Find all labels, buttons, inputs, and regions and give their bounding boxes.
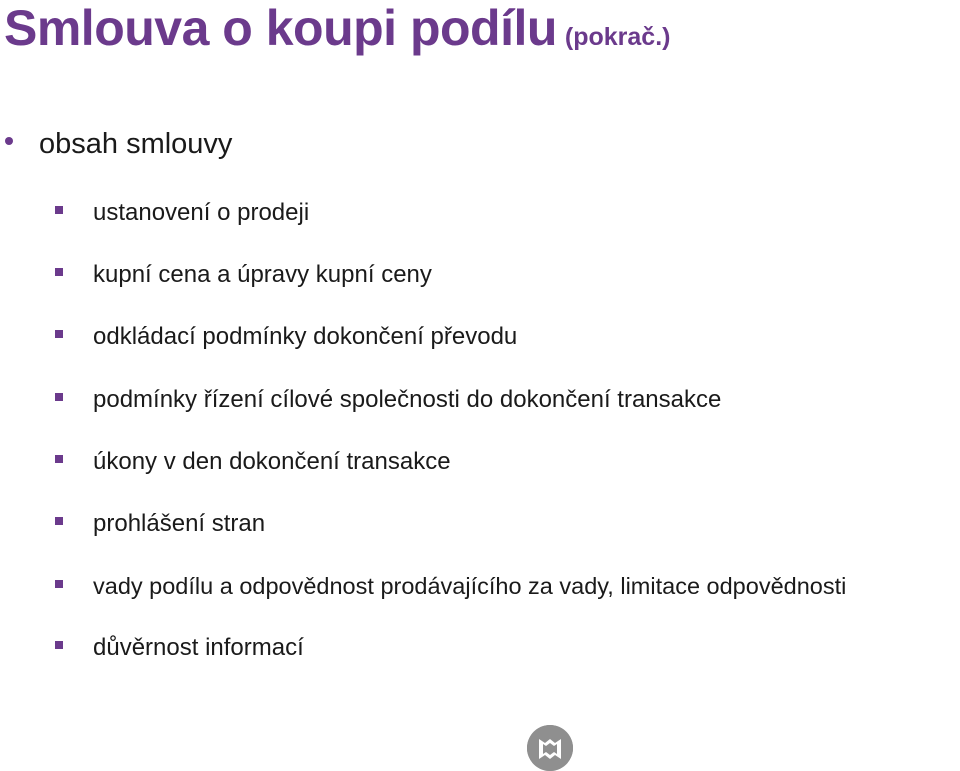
list-item-label: podmínky řízení cílové společnosti do dokončení transakce bbox=[93, 386, 722, 413]
list-item bbox=[55, 634, 304, 662]
bullet-level1-label: obsah smlouvy bbox=[39, 128, 233, 160]
list-item-label: kupní cena a úpravy kupní ceny bbox=[93, 261, 432, 288]
list-item-label: vady podílu a odpovědnost prodávajícího za vady, limitace odpovědnosti bbox=[93, 573, 847, 599]
square-bullet-icon bbox=[55, 580, 63, 588]
square-bullet-icon bbox=[55, 641, 63, 649]
list-item bbox=[55, 323, 517, 351]
list-item bbox=[55, 572, 846, 600]
list-item-label: důvěrnost informací bbox=[93, 634, 304, 661]
list-item bbox=[55, 510, 265, 538]
slide-title bbox=[4, 0, 671, 56]
square-bullet-icon bbox=[55, 517, 63, 525]
square-bullet-icon bbox=[55, 206, 63, 214]
square-bullet-icon bbox=[55, 330, 63, 338]
university-logo-icon bbox=[527, 725, 573, 771]
slide-title-main: Smlouva o koupi podílu bbox=[4, 0, 557, 56]
list-item-label: odkládací podmínky dokončení převodu bbox=[93, 323, 518, 350]
round-bullet-icon bbox=[5, 137, 13, 145]
slide-title-continuation: (pokrač.) bbox=[564, 23, 671, 51]
list-item-label: ustanovení o prodeji bbox=[93, 199, 310, 226]
list-item bbox=[55, 386, 721, 414]
square-bullet-icon bbox=[55, 268, 63, 276]
list-item-label: úkony v den dokončení transakce bbox=[93, 448, 451, 475]
list-item bbox=[55, 199, 309, 227]
square-bullet-icon bbox=[55, 393, 63, 401]
bullet-level1 bbox=[5, 128, 232, 161]
list-item-label: prohlášení stran bbox=[93, 510, 266, 537]
square-bullet-icon bbox=[55, 455, 63, 463]
list-item bbox=[55, 261, 432, 289]
list-item bbox=[55, 448, 451, 476]
